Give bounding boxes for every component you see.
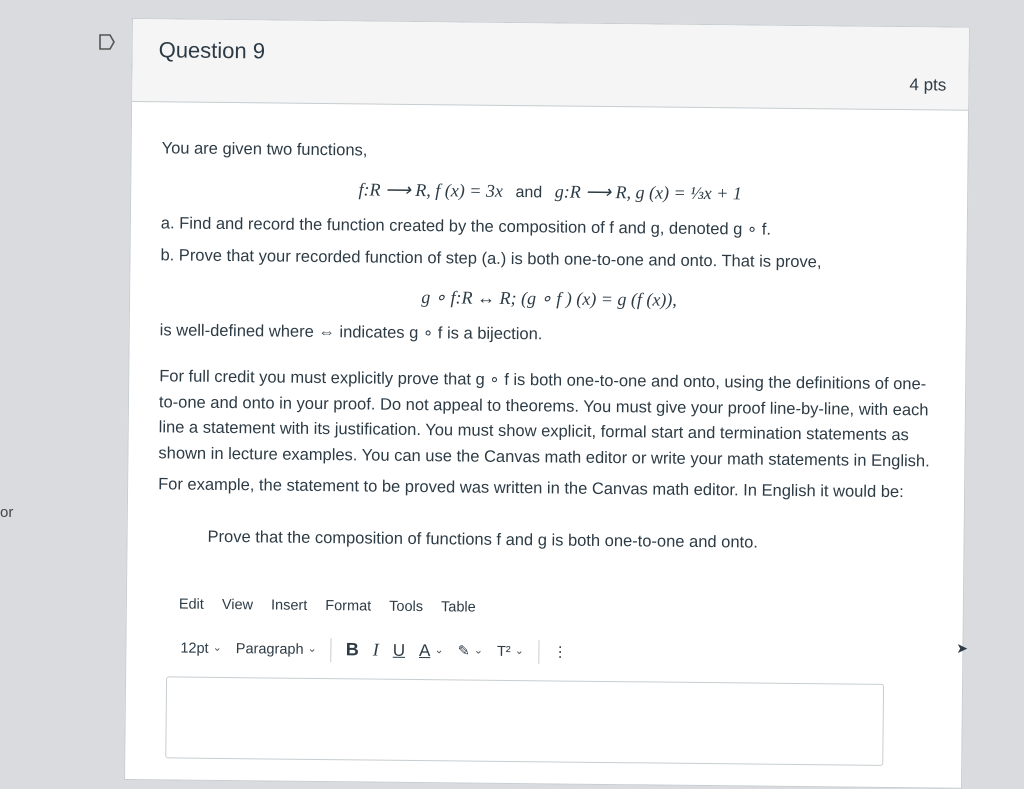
answer-editor[interactable] (165, 676, 884, 766)
bookmark-flag-icon[interactable] (98, 34, 116, 50)
menu-insert[interactable]: Insert (270, 597, 308, 615)
highlight-button[interactable] (458, 640, 484, 663)
edge-text: or (0, 504, 14, 521)
function-definitions (161, 174, 939, 210)
part-a: a. Find and record the function created by the composition of f and g, denoted g ∘ f. (160, 214, 772, 240)
chevron-down-icon: ⌄ (212, 642, 222, 655)
function-f: f:R ⟶ R, f (x) = 3x (358, 178, 504, 201)
menu-edit[interactable]: Edit (178, 596, 204, 614)
composition-expression: g ∘ f:R ↔ R; (g ∘ f ) (x) = g (f (x)), (421, 286, 677, 310)
chevron-down-icon: ⌄ (307, 643, 317, 656)
block-format-select[interactable] (236, 638, 317, 661)
function-g: g:R ⟶ R, g (x) = ⅓x + 1 (554, 181, 742, 203)
part-b: b. Prove that your recorded function of step (a.) is both one-to-one and onto. That is prove, (160, 246, 822, 272)
mouse-cursor-icon: ➤ (956, 640, 968, 656)
question-body (125, 102, 968, 766)
menu-view[interactable]: View (221, 597, 254, 614)
chevron-down-icon: ⌄ (473, 644, 484, 657)
menu-tools[interactable]: Tools (389, 599, 424, 616)
composition-line (160, 281, 938, 317)
example-text: For example, the statement to be proved was written in the Canvas math editor. In English it would be: (158, 475, 904, 502)
editor-toolbar (156, 634, 934, 670)
question-header (132, 19, 969, 111)
prove-statement: Prove that the composition of functions f and g is both one-to-one and onto. (207, 527, 758, 552)
font-size-select[interactable] (180, 637, 222, 660)
chevron-down-icon: ⌄ (434, 644, 444, 657)
chevron-down-icon: ⌄ (514, 645, 524, 658)
credit-instructions: For full credit you must explicitly prove that g ∘ f is both one-to-one and onto, using the definitions of one-to-one and onto in your proof. Do not appeal to theorems. You must give your proof line-by-line, with each line a statement with its justification. You must show explicit, formal start and termination statements as shown in lecture examples. You can use the Canvas math editor or write your math statements in English. (158, 367, 930, 471)
underline-button[interactable]: U (392, 640, 406, 660)
superscript-icon: T² (496, 643, 511, 660)
and-label: and (515, 183, 543, 201)
menu-format[interactable]: Format (325, 598, 372, 615)
toolbar-divider (331, 638, 332, 662)
menu-table[interactable]: Table (440, 599, 476, 617)
intro-text: You are given two functions, (161, 139, 368, 160)
highlight-icon: ✎ (457, 643, 470, 660)
toolbar-divider (538, 640, 539, 664)
text-color-button[interactable] (419, 638, 444, 665)
text-color-icon: A (418, 640, 431, 660)
more-options-button[interactable]: ⋮ (552, 644, 568, 661)
font-size-value: 12pt (180, 640, 209, 657)
question-card (124, 18, 970, 789)
question-points: 4 pts (909, 75, 947, 95)
superscript-button[interactable] (497, 640, 524, 663)
bold-button[interactable]: B (345, 639, 359, 660)
editor-menubar (157, 594, 935, 625)
question-title: Question 9 (158, 37, 266, 64)
well-defined-text: is well-defined where ⇔ indicates g ∘ f is a bijection. (159, 321, 543, 344)
block-format-value: Paragraph (235, 640, 304, 658)
italic-button[interactable]: I (372, 639, 379, 660)
